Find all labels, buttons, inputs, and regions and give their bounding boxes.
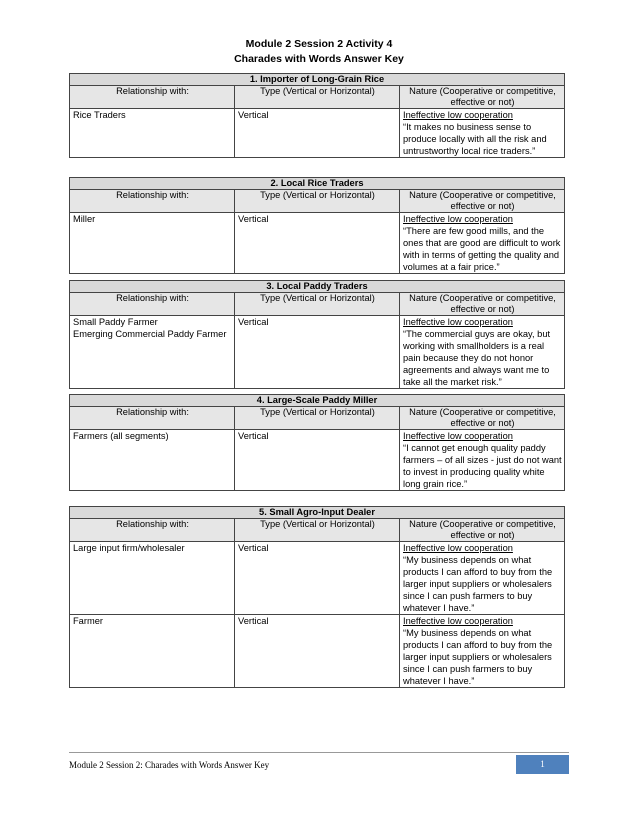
column-header-nature: Nature (Cooperative or competitive, effective or not) <box>400 293 565 316</box>
quote-text: “It makes no business sense to produce locally with all the risk and untrustworthy local rice traders.” <box>403 122 547 156</box>
table-row <box>70 430 565 491</box>
actor-table-2 <box>69 177 565 274</box>
nature-cell <box>400 615 565 688</box>
nature-label: Ineffective low cooperation <box>403 543 513 553</box>
column-header-type: Type (Vertical or Horizontal) <box>235 86 400 109</box>
table-heading: 5. Small Agro-Input Dealer <box>70 507 565 519</box>
document-title: Module 2 Session 2 Activity 4 <box>245 38 393 50</box>
quote-text: “The commercial guys are okay, but working with smallholders is a real pain because they do not honor agreements and always want me to take all the market risk.” <box>403 329 551 387</box>
table-row <box>70 542 565 615</box>
column-header-nature: Nature (Cooperative or competitive, effective or not) <box>400 519 565 542</box>
type-cell: Vertical <box>235 430 400 491</box>
nature-cell <box>400 109 565 158</box>
relationship-cell: Miller <box>70 213 235 274</box>
table-heading: 1. Importer of Long-Grain Rice <box>70 74 565 86</box>
column-header-nature: Nature (Cooperative or competitive, effective or not) <box>400 407 565 430</box>
actor-table-3 <box>69 280 565 389</box>
document-subtitle: Charades with Words Answer Key <box>234 53 404 65</box>
column-header-relationship: Relationship with: <box>70 190 235 213</box>
table-heading: 2. Local Rice Traders <box>70 178 565 190</box>
table-heading: 3. Local Paddy Traders <box>70 281 565 293</box>
relationship-cell: Large input firm/wholesaler <box>70 542 235 615</box>
type-cell: Vertical <box>235 542 400 615</box>
quote-text: “There are few good mills, and the ones that are good are difficult to work with in terms of getting the quality and volumes at a fair price.” <box>403 226 561 272</box>
type-cell: Vertical <box>235 615 400 688</box>
column-header-relationship: Relationship with: <box>70 293 235 316</box>
relationship-cell: Farmers (all segments) <box>70 430 235 491</box>
nature-label: Ineffective low cooperation <box>403 431 513 441</box>
footer-divider <box>69 752 569 753</box>
relationship-line-1: Small Paddy Farmer <box>73 317 158 327</box>
relationship-cell: Farmer <box>70 615 235 688</box>
quote-text: “My business depends on what products I can afford to buy from the larger input suppliers or wholesalers since I can push farmers to buy whatever I have.” <box>403 555 553 613</box>
type-cell: Vertical <box>235 316 400 389</box>
nature-cell <box>400 542 565 615</box>
column-header-relationship: Relationship with: <box>70 86 235 109</box>
table-row <box>70 316 565 389</box>
type-cell: Vertical <box>235 109 400 158</box>
nature-cell <box>400 316 565 389</box>
nature-cell <box>400 213 565 274</box>
nature-label: Ineffective low cooperation <box>403 616 513 626</box>
table-heading: 4. Large-Scale Paddy Miller <box>70 395 565 407</box>
footer-text: Module 2 Session 2: Charades with Words Answer Key <box>69 760 270 770</box>
relationship-cell: Rice Traders <box>70 109 235 158</box>
actor-table-4 <box>69 394 565 491</box>
table-row <box>70 109 565 158</box>
column-header-relationship: Relationship with: <box>70 407 235 430</box>
relationship-cell <box>70 316 235 389</box>
type-cell: Vertical <box>235 213 400 274</box>
column-header-type: Type (Vertical or Horizontal) <box>235 519 400 542</box>
actor-table-5 <box>69 506 565 688</box>
quote-text: “I cannot get enough quality paddy farmers – of all sizes - just do not want to invest in producing quality white long grain rice.” <box>403 443 562 489</box>
nature-label: Ineffective low cooperation <box>403 110 513 120</box>
table-row <box>70 213 565 274</box>
page-number: 1 <box>516 755 569 774</box>
nature-label: Ineffective low cooperation <box>403 214 513 224</box>
nature-label: Ineffective low cooperation <box>403 317 513 327</box>
actor-table-1 <box>69 73 565 158</box>
column-header-nature: Nature (Cooperative or competitive, effective or not) <box>400 190 565 213</box>
column-header-type: Type (Vertical or Horizontal) <box>235 293 400 316</box>
column-header-nature: Nature (Cooperative or competitive, effective or not) <box>400 86 565 109</box>
relationship-line-2: Emerging Commercial Paddy Farmer <box>73 329 227 339</box>
column-header-type: Type (Vertical or Horizontal) <box>235 190 400 213</box>
nature-cell <box>400 430 565 491</box>
quote-text: “My business depends on what products I can afford to buy from the larger input suppliers or wholesalers since I can push farmers to buy whatever I have.” <box>403 628 553 686</box>
column-header-type: Type (Vertical or Horizontal) <box>235 407 400 430</box>
column-header-relationship: Relationship with: <box>70 519 235 542</box>
table-row <box>70 615 565 688</box>
